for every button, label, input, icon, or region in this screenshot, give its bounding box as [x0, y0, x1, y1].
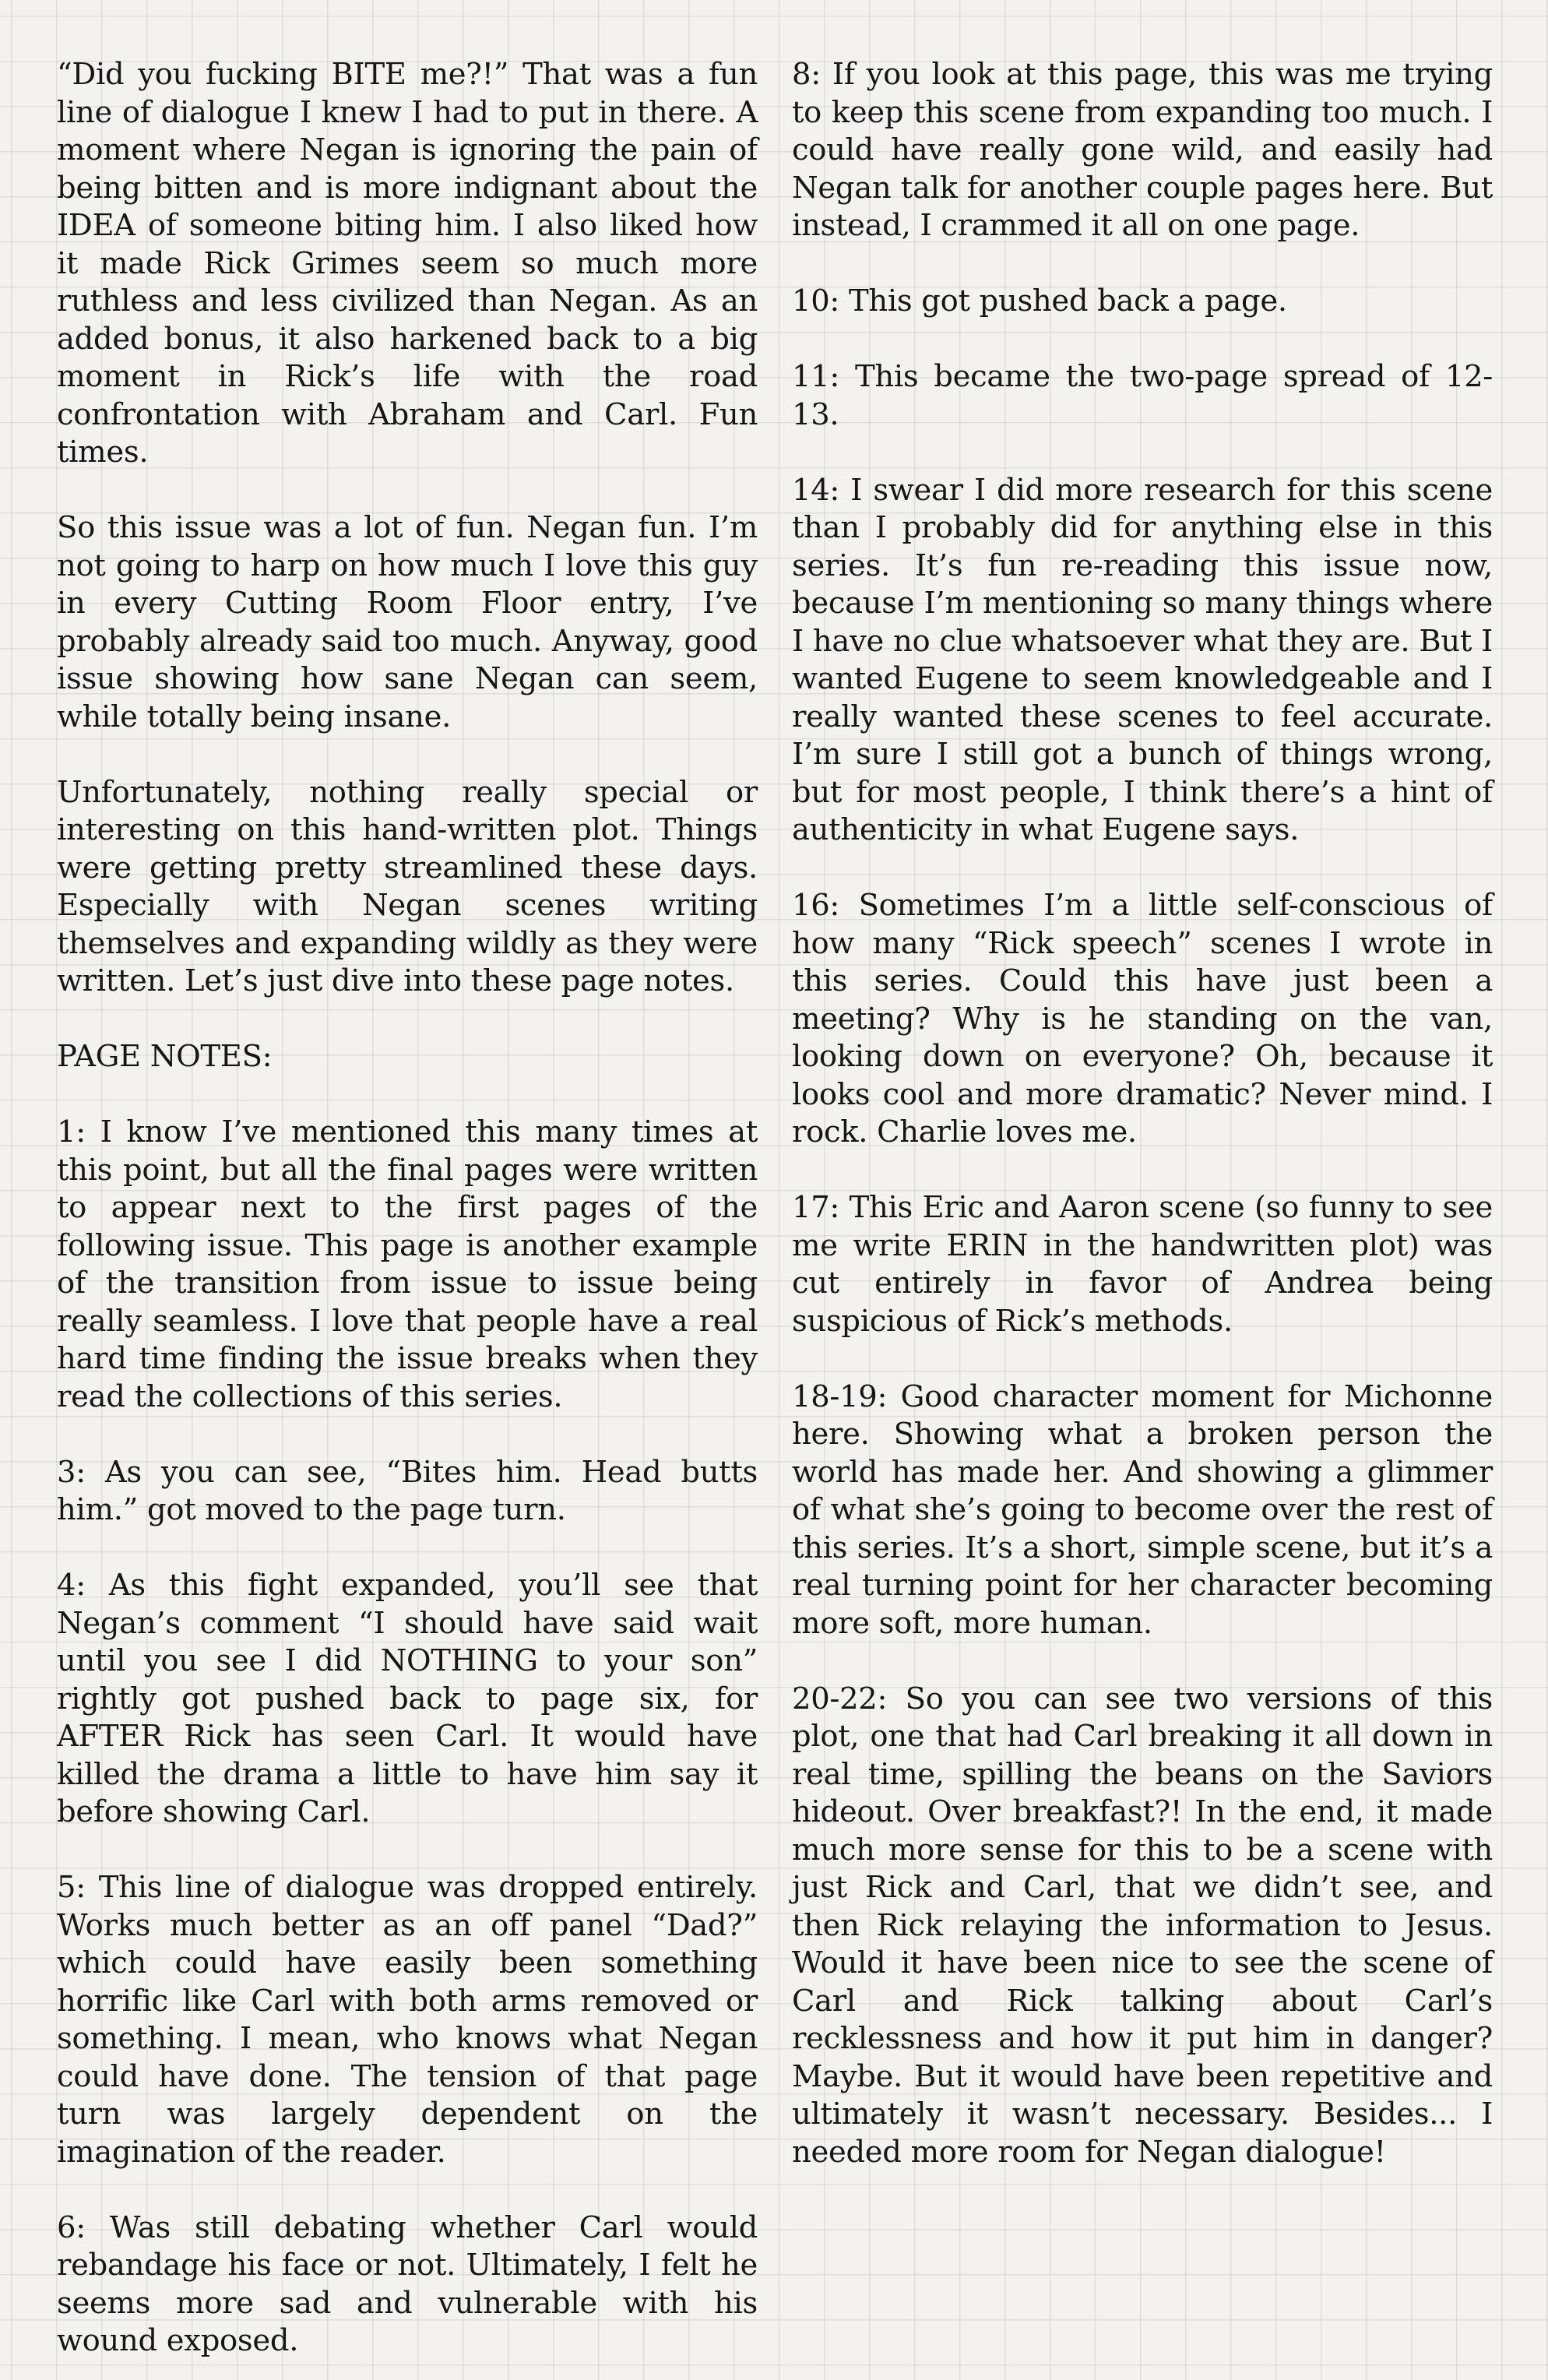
- page-note-6: 6: Was still debating whether Carl would rebandage his face or not. Ultimately, I felt he seems more sad and vulnerable with his wound exposed.: [57, 2209, 758, 2358]
- page-note-1: 1: I know I’ve mentioned this many times at this point, but all the final pages were written to appear next to the first pages of the following issue. This page is another example of the transition from issue to issue being really seamless. I love that people have a real hard time finding the issue breaks when they read the collections of this series.: [57, 1114, 758, 1414]
- intro-paragraph-plot: Unfortunately, nothing really special or interesting on this hand-written plot. Things were getting pretty streamlined these days. Especially with Negan scenes writing themselves and expanding wildly as they were written. Let’s just dive into these page notes.: [57, 774, 758, 998]
- page-note-16: 16: Sometimes I’m a little self-conscious of how many “Rick speech” scenes I wrote in this series. Could this have just been a meeting? Why is he standing on the van, looking down on everyone? Oh, because it looks cool and more dramatic? Never mind. I rock. Charlie loves me.: [792, 888, 1493, 1150]
- page-note-10: 10: This got pushed back a page.: [792, 283, 1287, 319]
- page-note-20-22: 20-22: So you can see two versions of this plot, one that had Carl breaking it all down in real time, spilling the beans on the Saviors hideout. Over breakfast?! In the end, it made much more sense for this to be a scene with just Rick and Carl, that we didn’t see, and then Rick relaying the information to Jesus. Would it have been nice to see the scene of Carl and Rick talking about Carl’s recklessness and how it put him in danger? Maybe. But it would have been repetitive and ultimately it wasn’t necessary. Besides... I needed more room for Negan dialogue!: [792, 1681, 1493, 2170]
- page-note-8: 8: If you look at this page, this was me trying to keep this scene from expanding too much. I could have really gone wild, and easily had Negan talk for another couple pages here. But instead, I crammed it all on one page.: [792, 57, 1493, 243]
- page-note-17: 17: This Eric and Aaron scene (so funny to see me write ERIN in the handwritten plot) was cut entirely in favor of Andrea being suspicious of Rick’s methods.: [792, 1190, 1493, 1339]
- page-note-4: 4: As this fight expanded, you’ll see that Negan’s comment “I should have said wait until you see I did NOTHING to your son” rightly got pushed back to page six, for AFTER Rick has seen Carl. It would have killed the drama a little to have him say it before showing Carl.: [57, 1568, 758, 1829]
- page-note-11: 11: This became the two-page spread of 12-13.: [792, 359, 1493, 432]
- intro-paragraph-negan-fun: So this issue was a lot of fun. Negan fun. I’m not going to harp on how much I love this guy in every Cutting Room Floor entry, I’ve probably already said too much. Anyway, good issue showing how sane Negan can seem, while totally being insane.: [57, 510, 758, 734]
- page-note-5: 5: This line of dialogue was dropped entirely. Works much better as an off panel “Dad?” which could have easily been something horrific like Carl with both arms removed or something. I mean, who knows what Negan could have done. The tension of that page turn was largely dependent on the imagination of the reader.: [57, 1870, 758, 2170]
- left-column: [57, 56, 758, 2361]
- page-note-18-19: 18-19: Good character moment for Michonne here. Showing what a broken person the world has made her. And showing a glimmer of what she’s going to become over the rest of this series. It’s a short, simple scene, but it’s a real turning point for her character becoming more soft, more human.: [792, 1378, 1493, 1641]
- right-column: [792, 56, 1493, 2171]
- page-note-14: 14: I swear I did more research for this scene than I probably did for anything else in this series. It’s fun re-reading this issue now, because I’m mentioning so many things where I have no clue whatsoever what they are. But I wanted Eugene to seem knowledgeable and I really wanted these scenes to feel accurate. I’m sure I still got a bunch of things wrong, but for most people, I think there’s a hint of authenticity in what Eugene says.: [792, 472, 1493, 847]
- page-note-3: 3: As you can see, “Bites him. Head butts him.” got moved to the page turn.: [57, 1454, 758, 1527]
- page-notes-heading: PAGE NOTES:: [57, 1039, 273, 1074]
- intro-paragraph-bite: “Did you fucking BITE me?!” That was a fun line of dialogue I knew I had to put in there. A moment where Negan is ignoring the pain of being bitten and is more indignant about the IDEA of someone biting him. I also liked how it made Rick Grimes seem so much more ruthless and less civilized than Negan. As an added bonus, it also harkened back to a big moment in Rick’s life with the road confrontation with Abraham and Carl. Fun times.: [57, 57, 758, 470]
